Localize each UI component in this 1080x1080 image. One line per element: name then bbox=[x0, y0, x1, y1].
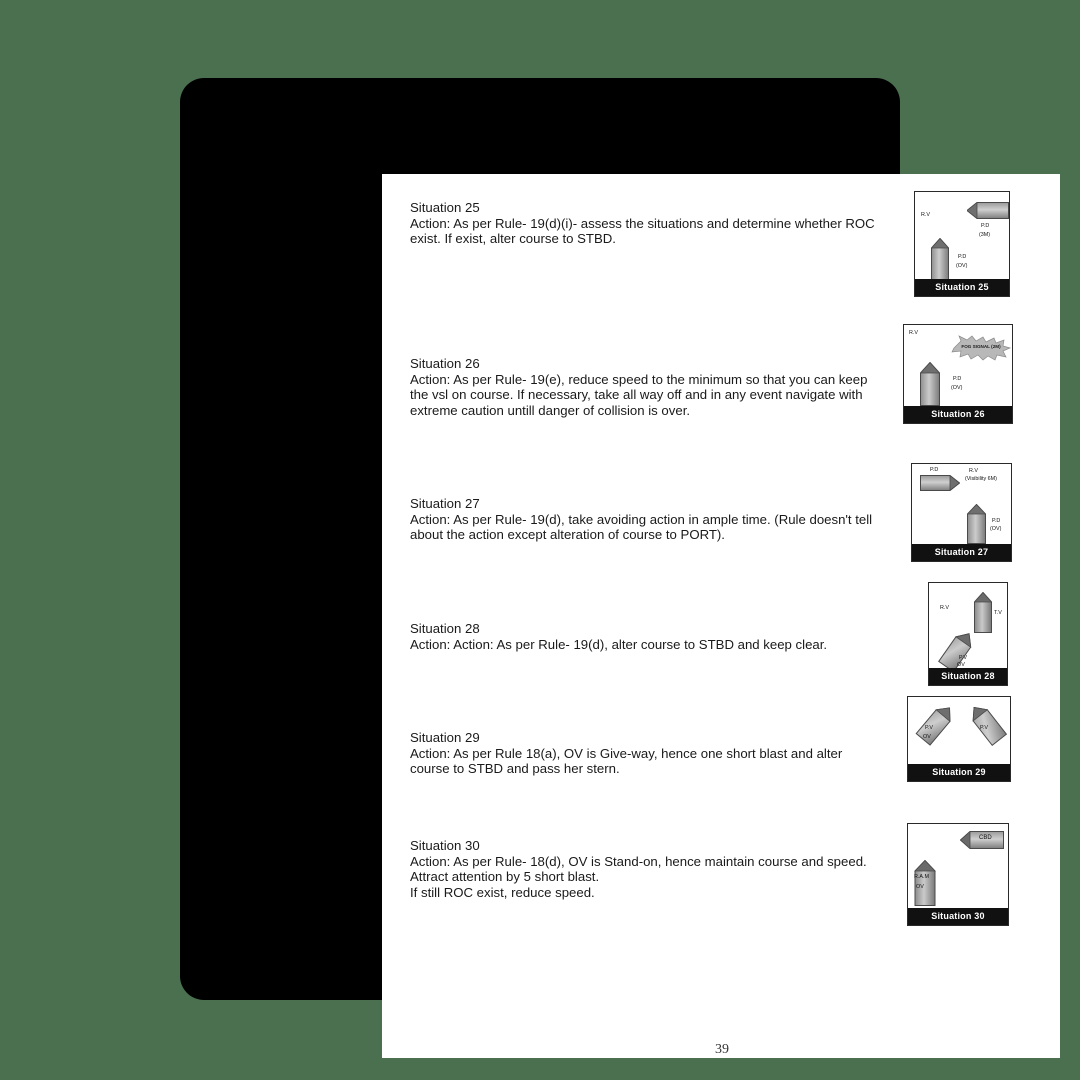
figure-label-ov-25: (OV) bbox=[956, 263, 968, 269]
figure-caption-25: Situation 25 bbox=[915, 279, 1009, 296]
situation-text-25 bbox=[410, 200, 888, 247]
vessel-towing-vertical-28 bbox=[974, 592, 992, 633]
figure-caption-27: Situation 27 bbox=[912, 544, 1011, 561]
situation-action-line-27-2: about the action except alteration of course to PORT). bbox=[410, 527, 725, 543]
figure-label-ram-30: R.A.M bbox=[914, 874, 929, 880]
figure-label-pd-3m-25: P.D bbox=[981, 223, 990, 229]
figure-caption-28: Situation 28 bbox=[929, 668, 1007, 685]
situation-title-25: Situation 25 bbox=[410, 200, 480, 215]
situation-action-line-30-2: Attract attention by 5 short blast. bbox=[410, 869, 600, 885]
figure-label-visibility-27: (Visibility 6M) bbox=[965, 476, 997, 482]
figure-label-pv-right-29: P.V bbox=[980, 725, 988, 731]
document-frame bbox=[180, 78, 1002, 1057]
situation-action-line-25-1: Action: As per Rule- 19(d)(i)- assess the situations and determine whether ROC bbox=[410, 215, 875, 231]
figure-label-3m-25: (3M) bbox=[979, 232, 991, 238]
figure-situation-29 bbox=[907, 696, 1011, 782]
figure-label-pd-ov-27: P.D bbox=[992, 518, 1001, 524]
vessel-powerdriven-vertical-25 bbox=[931, 238, 949, 279]
figure-caption-29: Situation 29 bbox=[908, 764, 1010, 781]
situation-action-line-30-3: If still ROC exist, reduce speed. bbox=[410, 884, 595, 900]
figure-canvas-25 bbox=[915, 192, 1009, 279]
figure-label-ov-26: (OV) bbox=[951, 385, 963, 391]
situation-title-28: Situation 28 bbox=[410, 621, 480, 636]
situation-action-line-26-2: the vsl on course. If necessary, take all way off and in any event navigate with bbox=[410, 387, 863, 403]
situation-action-line-28-1: Action: Action: As per Rule- 19(d), alter course to STBD and keep clear. bbox=[410, 636, 828, 652]
figure-situation-25 bbox=[914, 191, 1010, 297]
figure-situation-26 bbox=[903, 324, 1013, 424]
page-number: 39 bbox=[715, 1042, 729, 1057]
situation-action-line-30-1: Action: As per Rule- 18(d), OV is Stand-on, hence maintain course and speed. bbox=[410, 853, 867, 869]
situation-text-26 bbox=[410, 356, 888, 418]
vessel-ram-vertical-30 bbox=[914, 860, 936, 906]
figure-situation-30 bbox=[907, 823, 1009, 926]
page-content bbox=[410, 200, 1034, 1057]
situation-text-30 bbox=[410, 838, 910, 900]
figure-label-rv-27: R.V bbox=[969, 468, 978, 474]
figure-label-pd-27: P.D bbox=[930, 467, 939, 473]
document-page bbox=[382, 174, 1060, 1058]
situation-action-line-29-2: course to STBD and pass her stern. bbox=[410, 761, 620, 777]
situation-title-27: Situation 27 bbox=[410, 496, 480, 511]
vessel-powerdriven-vertical-26 bbox=[920, 362, 940, 406]
situation-text-28 bbox=[410, 621, 888, 652]
figure-situation-27 bbox=[911, 463, 1012, 562]
figure-label-ov-27: (OV) bbox=[990, 526, 1002, 532]
figure-label-pv-left-29: P.V bbox=[925, 725, 933, 731]
vessel-powerdriven-angled-left-29 bbox=[912, 700, 960, 748]
situation-action-line-26-1: Action: As per Rule- 19(e), reduce speed to the minimum so that you can keep bbox=[410, 371, 868, 387]
figure-canvas-28 bbox=[929, 583, 1007, 668]
situation-action-line-29-1: Action: As per Rule 18(a), OV is Give-way, hence one short blast and alter bbox=[410, 745, 843, 761]
figure-label-tv-28: T.V bbox=[994, 610, 1002, 616]
figure-label-fog-signal-26: FOG SIGNAL (2M) bbox=[961, 344, 1001, 349]
vessel-powerdriven-horizontal-25 bbox=[967, 202, 1009, 219]
situation-action-line-27-1: Action: As per Rule- 19(d), take avoiding action in ample time. (Rule doesn't tell bbox=[410, 511, 873, 527]
figure-label-ov-28: OV bbox=[957, 662, 965, 668]
figure-caption-26: Situation 26 bbox=[904, 406, 1012, 423]
vessel-powerdriven-angled-right-29 bbox=[964, 700, 1010, 748]
situation-text-29 bbox=[410, 730, 888, 777]
figure-label-ov-29: OV bbox=[923, 734, 931, 740]
figure-label-cbd-30: CBD bbox=[979, 835, 992, 841]
situation-title-26: Situation 26 bbox=[410, 356, 480, 371]
figure-caption-30: Situation 30 bbox=[908, 908, 1008, 925]
situation-action-line-25-2: exist. If exist, alter course to STBD. bbox=[410, 231, 616, 247]
situation-title-29: Situation 29 bbox=[410, 730, 480, 745]
figure-label-rv-25: R.V bbox=[921, 212, 930, 218]
figure-label-rv-26: R.V bbox=[909, 330, 918, 336]
figure-canvas-29 bbox=[908, 697, 1010, 764]
figure-label-pd-ov-25: P.D bbox=[958, 254, 967, 260]
situation-text-27 bbox=[410, 496, 888, 543]
figure-situation-28 bbox=[928, 582, 1008, 686]
figure-canvas-26 bbox=[904, 325, 1012, 406]
figure-label-rv-28: R.V bbox=[940, 605, 949, 611]
figure-canvas-27 bbox=[912, 464, 1011, 544]
figure-canvas-30 bbox=[908, 824, 1008, 908]
figure-label-pv-28: P.V bbox=[959, 655, 967, 661]
figure-label-ov-30: OV bbox=[916, 884, 924, 890]
vessel-powerdriven-horizontal-27 bbox=[920, 475, 960, 491]
vessel-powerdriven-vertical-27 bbox=[967, 504, 986, 544]
situation-title-30: Situation 30 bbox=[410, 838, 480, 853]
situation-action-line-26-3: extreme caution untill danger of collision is over. bbox=[410, 402, 691, 418]
figure-label-pd-26: P.D bbox=[953, 376, 962, 382]
